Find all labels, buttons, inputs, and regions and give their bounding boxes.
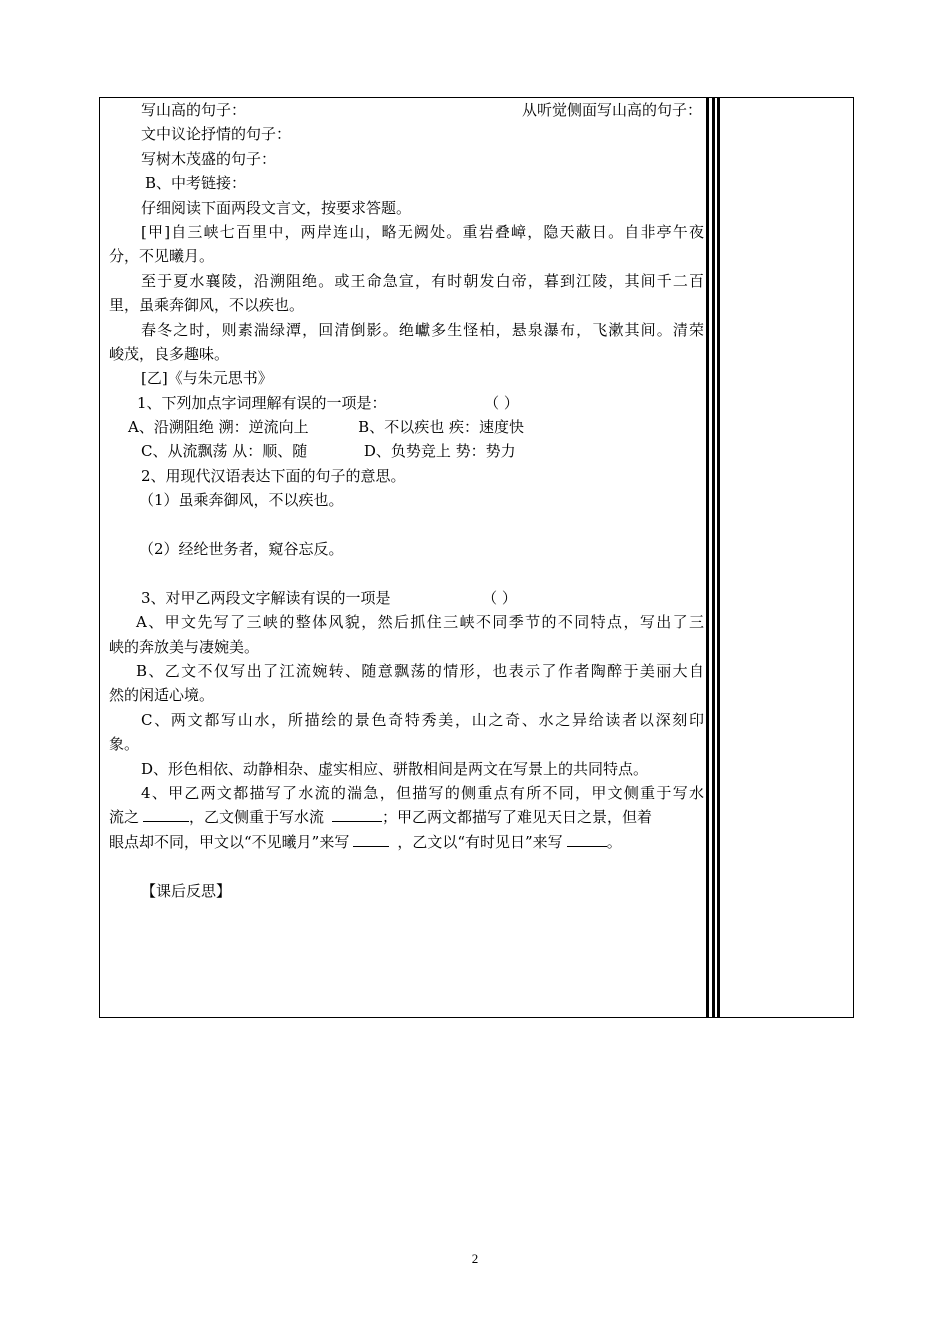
option-c: C、从流飘荡 从：顺、随: [141, 442, 308, 461]
worksheet-content: [109, 98, 704, 903]
fill-blank[interactable]: [143, 807, 189, 822]
header-row: [109, 98, 704, 122]
option-b-line: B、乙文不仅写出了江流婉转、随意飘荡的情形，也表示了作者陶醉于美丽大自: [136, 661, 704, 680]
auditory-side-sentence-label: 从听觉侧面写山高的句子：: [521, 101, 702, 119]
option-a-line: 峡的奔放美与凄婉美。: [109, 637, 260, 656]
passage-line: 至于夏水襄陵，沿溯阻绝。或王命急宣，有时朝发白帝，暮到江陵，其间千二百: [141, 271, 704, 290]
option-d: D、负势竞上 势：势力: [363, 442, 516, 461]
question-3-text: 3、对甲乙两段文字解读有误的一项是: [141, 588, 391, 607]
option-d-line: D、形色相依、动静相杂、虚实相应、骈散相间是两文在写景上的共同特点。: [141, 759, 649, 778]
question-1-options-ab: [109, 415, 704, 439]
text-line: 写树木茂盛的句子：: [141, 149, 277, 168]
option-b-line: 然的闲适心境。: [109, 686, 215, 705]
question-2-sentence-1: （1）虽乘奔御风，不以疾也。: [139, 491, 344, 510]
passage-line: 峻茂，良多趣味。: [109, 344, 230, 363]
question-1-options-cd: [109, 439, 704, 463]
column-rule-1: [706, 98, 709, 1017]
text-line: 文中议论抒情的句子：: [141, 125, 292, 144]
question-4-line: 流之 ，乙文侧重于写水流 ；甲乙两文都描写了难见天日之景，但着: [109, 808, 653, 827]
option-a: A、沿溯阻绝 溯：逆流向上: [128, 418, 309, 437]
instruction-line: 仔细阅读下面两段文言文，按要求答题。: [141, 198, 412, 217]
option-c-line: 象。: [109, 735, 140, 754]
option-a-line: A、甲文先写了三峡的整体风貌，然后抓住三峡不同季节的不同特点，写出了三: [136, 613, 704, 632]
question-2-stem: 2、用现代汉语表达下面的句子的意思。: [141, 466, 406, 485]
passage-line: [甲]自三峡七百里中，两岸连山，略无阙处。重岩叠嶂，隐天蔽日。自非亭午夜: [141, 222, 704, 241]
reflection-heading: 【课后反思】: [141, 881, 232, 900]
fill-blank[interactable]: [567, 832, 607, 847]
question-2-sentence-2: （2）经纶世务者，窥谷忘反。: [139, 540, 344, 559]
fill-blank[interactable]: [332, 807, 382, 822]
option-b: B、不以疾也 疾：速度快: [358, 418, 524, 437]
column-rule-3: [717, 98, 720, 1017]
section-heading: B、中考链接：: [145, 174, 247, 193]
page-number: 2: [471, 1251, 479, 1266]
fill-blank[interactable]: [353, 832, 389, 847]
option-c-line: C、两文都写山水，所描绘的景色奇特秀美，山之奇、水之异给读者以深刻印: [141, 710, 704, 729]
passage-title: [乙]《与朱元思书》: [141, 369, 273, 388]
question-1-text: 1、下列加点字词理解有误的一项是：: [137, 393, 387, 412]
question-3-stem: [109, 586, 704, 610]
mountain-height-sentence-label: 写山高的句子：: [141, 101, 247, 119]
passage-line: 分，不见曦月。: [109, 247, 215, 266]
column-rule-2: [712, 98, 715, 1017]
passage-line: 春冬之时，则素湍绿潭，回清倒影。绝巘多生怪柏，悬泉瀑布，飞漱其间。清荣: [141, 320, 704, 339]
passage-line: 里，虽乘奔御风，不以疾也。: [109, 296, 305, 315]
question-1-stem: [109, 391, 704, 415]
answer-parentheses: （ ）: [482, 588, 517, 607]
question-4-line: 眼点却不同，甲文以“不见曦月”来写 ，乙文以“有时见日”来写 。: [109, 832, 622, 851]
worksheet-table: [99, 97, 854, 1018]
answer-parentheses: （ ）: [484, 393, 519, 412]
question-4-line: 4、甲乙两文都描写了水流的湍急，但描写的侧重点有所不同，甲文侧重于写水: [141, 783, 704, 802]
